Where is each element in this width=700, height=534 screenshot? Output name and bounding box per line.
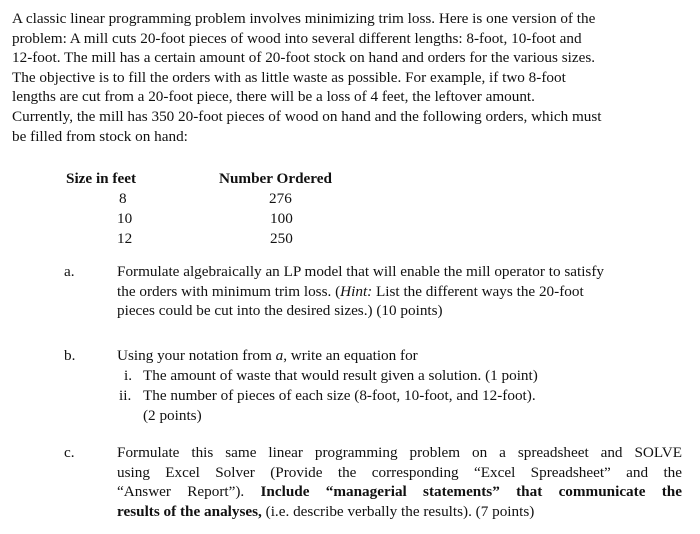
question-a-line: the orders with minimum trim loss. (Hint: List the different ways the 20-foot bbox=[117, 282, 584, 300]
size-column-header: Size in feet bbox=[66, 170, 137, 187]
sub-i-text: The amount of waste that would result given a solution. (1 point) bbox=[143, 367, 538, 384]
sub-i-label: i. bbox=[124, 367, 133, 384]
question-c-body bbox=[117, 443, 682, 521]
size-cell: 12 bbox=[117, 230, 133, 247]
intro-line: lengths are cut from a 20-foot piece, there will be a loss of 4 feet, the leftover amount. bbox=[12, 88, 535, 106]
size-cell: 8 bbox=[119, 190, 127, 207]
intro-line: The objective is to fill the orders with as little waste as possible. For example, if two 8-foot bbox=[12, 68, 566, 86]
hint-label: Hint: bbox=[340, 282, 373, 300]
question-c-line: results of the analyses, (i.e. describe verbally the results). (7 points) bbox=[117, 502, 535, 520]
number-cell: 276 bbox=[269, 190, 292, 207]
intro-line: A classic linear programming problem involves minimizing trim loss. Here is one version of the bbox=[12, 10, 596, 27]
question-c-line: “Answer Report”). Include “managerial statements” that communicate the bbox=[117, 483, 682, 501]
intro-line: problem: A mill cuts 20-foot pieces of wood into several different lengths: 8-foot, 10-foot and bbox=[12, 29, 582, 47]
question-a-body bbox=[117, 262, 682, 321]
question-c-label: c. bbox=[64, 444, 75, 461]
question-a-line: pieces could be cut into the desired sizes.) (10 points) bbox=[117, 302, 443, 320]
question-b-line: Using your notation from a, write an equation for bbox=[117, 347, 418, 364]
sub-ii-label: ii. bbox=[119, 387, 132, 404]
intro-line: 12-foot. The mill has a certain amount of 20-foot stock on hand and orders for the various sizes. bbox=[12, 49, 596, 67]
question-c-line: Formulate this same linear programming problem on a spreadsheet and SOLVE bbox=[117, 444, 682, 461]
number-ordered-column-header: Number Ordered bbox=[219, 170, 332, 187]
problem-intro bbox=[12, 9, 690, 146]
sub-ii-points: (2 points) bbox=[143, 407, 202, 424]
size-cell: 10 bbox=[117, 210, 133, 227]
question-c-line: using Excel Solver (Provide the corresponding “Excel Spreadsheet” and the bbox=[117, 463, 682, 481]
intro-line: be filled from stock on hand: bbox=[12, 127, 188, 145]
number-cell: 100 bbox=[270, 210, 293, 227]
question-a-line: Formulate algebraically an LP model that will enable the mill operator to satisfy bbox=[117, 263, 604, 280]
notation-var: a bbox=[275, 347, 284, 364]
number-cell: 250 bbox=[270, 230, 293, 247]
intro-line: Currently, the mill has 350 20-foot pieces of wood on hand and the following orders, which must bbox=[12, 107, 602, 125]
question-b-label: b. bbox=[64, 347, 76, 364]
question-a-label: a. bbox=[64, 263, 75, 280]
results-emphasis: results of the analyses, bbox=[117, 502, 262, 520]
sub-ii-text: The number of pieces of each size (8-foot, 10-foot, and 12-foot). bbox=[143, 387, 536, 404]
managerial-statements-emphasis: Include “managerial statements” that communicate the bbox=[260, 483, 682, 501]
question-b-body bbox=[117, 346, 682, 366]
